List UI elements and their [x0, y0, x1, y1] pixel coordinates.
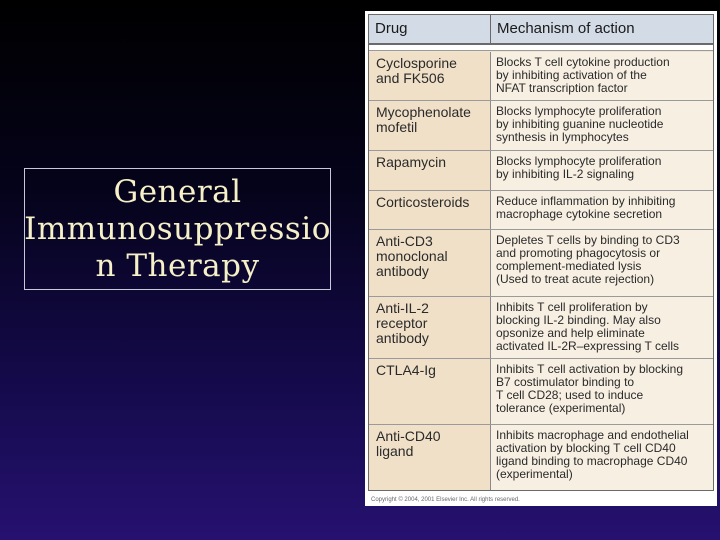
slide-title-box — [24, 168, 331, 290]
mechanism-cell: Blocks lymphocyte proliferation by inhibiting IL-2 signaling — [491, 151, 713, 190]
table-header-row — [369, 15, 713, 45]
drug-cell: CTLA4-Ig — [369, 359, 491, 424]
mechanism-cell: Blocks T cell cytokine production by inhibiting activation of the NFAT transcription factor — [491, 52, 713, 100]
drug-cell: Rapamycin — [369, 151, 491, 190]
drug-cell: Corticosteroids — [369, 191, 491, 229]
drug-cell: Anti-IL-2 receptor antibody — [369, 297, 491, 358]
mechanism-cell: Depletes T cells by binding to CD3 and promoting phagocytosis or complement-mediated lysis (Used to treat acute rejection) — [491, 230, 713, 296]
header-mechanism: Mechanism of action — [497, 20, 635, 37]
slide-title: General Immunosuppressio n Therapy — [24, 173, 331, 284]
mechanism-cell: Inhibits T cell proliferation by blocking IL-2 binding. May also opsonize and help eliminate activated IL-2R–expressing T cells — [491, 297, 713, 358]
drug-cell: Anti-CD40 ligand — [369, 425, 491, 490]
drug-table-figure — [365, 11, 717, 506]
table-row — [369, 191, 713, 230]
header-drug: Drug — [369, 15, 491, 43]
table-row — [369, 425, 713, 490]
table-row — [369, 359, 713, 425]
header-spacer — [369, 45, 713, 51]
drug-table — [368, 14, 714, 491]
drug-cell: Cyclosporine and FK506 — [369, 52, 491, 100]
table-row — [369, 151, 713, 191]
table-row — [369, 101, 713, 151]
drug-cell: Anti-CD3 monoclonal antibody — [369, 230, 491, 296]
table-row — [369, 52, 713, 101]
table-row — [369, 297, 713, 359]
drug-cell: Mycophenolate mofetil — [369, 101, 491, 150]
mechanism-cell: Blocks lymphocyte proliferation by inhibiting guanine nucleotide synthesis in lymphocytes — [491, 101, 713, 150]
mechanism-cell: Inhibits macrophage and endothelial activation by blocking T cell CD40 ligand binding to macrophage CD40 (experimental) — [491, 425, 713, 490]
mechanism-cell: Reduce inflammation by inhibiting macrophage cytokine secretion — [491, 191, 713, 229]
table-row — [369, 230, 713, 297]
copyright-notice: Copyright © 2004, 2001 Elsevier Inc. All rights reserved. — [371, 497, 520, 503]
mechanism-cell: Inhibits T cell activation by blocking B7 costimulator binding to T cell CD28; used to induce tolerance (experimental) — [491, 359, 713, 424]
